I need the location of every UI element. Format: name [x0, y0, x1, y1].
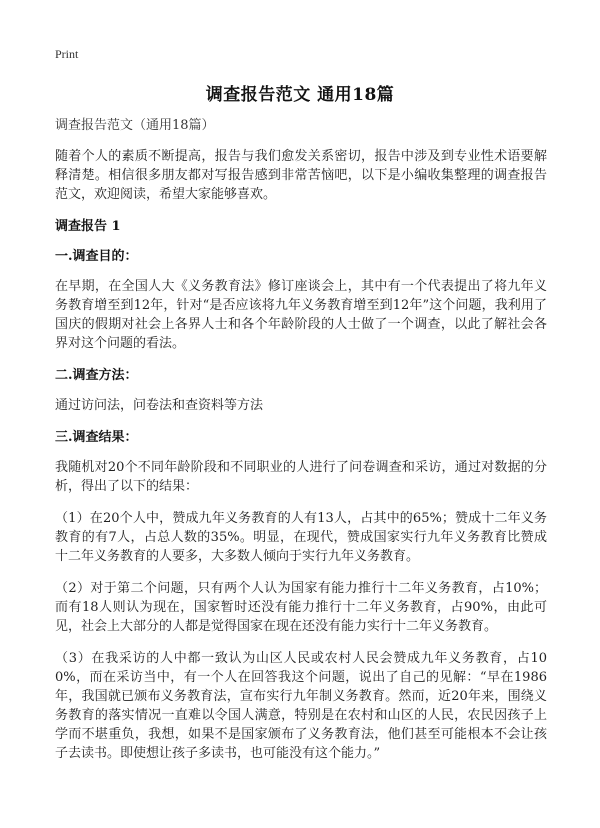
section-paragraph-results-intro: 我随机对20个不同年龄阶段和不同职业的人进行了问卷调查和采访，通过对数据的分析，得出了以下的结果： [55, 460, 547, 494]
report-heading: 调查报告 1 [55, 219, 121, 234]
result-item-1: （1）在20个人中，赞成九年义务教育的人有13人，占其中的65%；赞成十二年义务教育的有7人，占总人数的35%。明显，在现代，赞成国家实行九年义务教育比赞成十二年义务教育的人要多，大多数人倾向于实行九年义务教育。 [55, 511, 547, 564]
section-heading-method: 二.调查方法： [55, 368, 138, 383]
section-paragraph-method: 通过访问法，问卷法和查资料等方法 [55, 398, 264, 413]
section-paragraph-purpose: 在早期，在全国人大《义务教育法》修订座谈会上，其中有一个代表提出了将九年义务教育增至到12年，针对“是否应该将九年义务教育增至到12年”这个问题，我利用了国庆的假期对社会上各界人士和各个年龄阶段的人士做了一个调查，以此了解社会各界对这个问题的看法。 [55, 279, 547, 351]
page-title: 调查报告范文 通用18篇 [205, 85, 395, 105]
section-heading-results: 三.调查结果： [55, 430, 138, 445]
document-subtitle: 调查报告范文（通用18篇） [55, 118, 215, 133]
intro-paragraph: 随着个人的素质不断提高，报告与我们愈发关系密切，报告中涉及到专业性术语要解释清楚。相信很多朋友都对写报告感到非常苦恼吧，以下是小编收集整理的调查报告范文，欢迎阅读，希望大家能够喜欢。 [55, 149, 547, 202]
result-item-2: （2）对于第二个问题，只有两个人认为国家有能力推行十二年义务教育，占10%；而有18人则认为现在，国家暂时还没有能力推行十二年义务教育，占90%，由此可见，社会上大部分的人都是觉得国家在现在还没有能力实行十二年义务教育。 [55, 581, 547, 634]
section-heading-purpose: 一.调查目的： [55, 249, 138, 264]
print-link[interactable]: Print [55, 47, 79, 61]
result-item-3: （3）在我采访的人中都一致认为山区人民或农村人民会赞成九年义务教育，占100%，而在采访当中，有一个人在回答我这个问题，说出了自己的见解：“早在1986年，我国就已颁布义务教育法，宣布实行九年制义务教育。然而，近20年来，围绕义务教育的落实情况一直难以令国人满意，特别是在农村和山区的人民，农民因孩子上学而不堪重负，我想，如果不是国家颁布了义务教育法，他们甚至可能根本不会让孩子去读书。即使想让孩子多读书，也可能没有这个能力。” [55, 651, 547, 761]
document-body [55, 116, 547, 774]
